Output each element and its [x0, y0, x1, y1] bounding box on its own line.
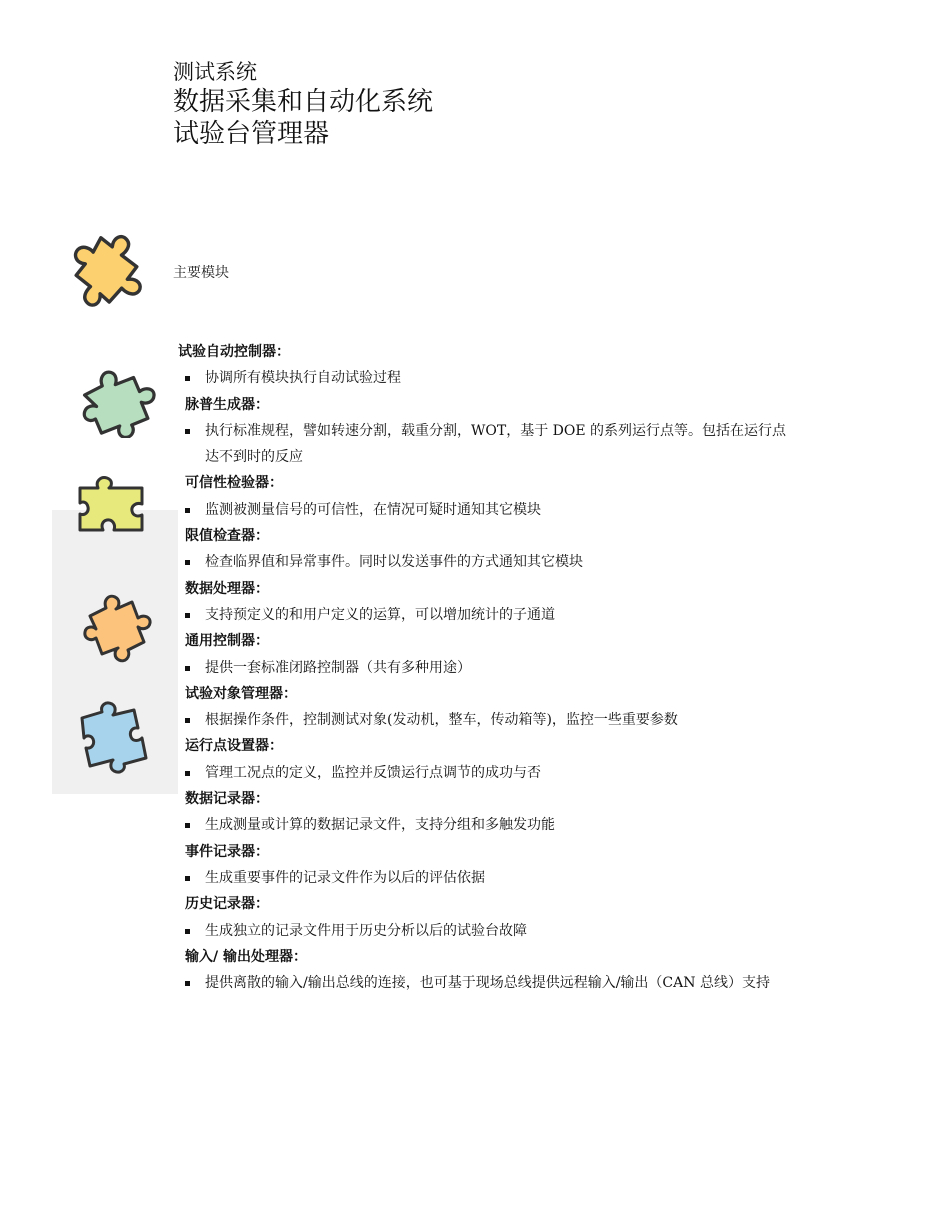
module-title: 通用控制器： — [185, 633, 269, 650]
module-description-text: 检查临界值和异常事件。同时以发送事件的方式通知其它模块 — [205, 554, 583, 571]
puzzle-piece-icon-blue — [76, 700, 152, 776]
module-description-text: 提供离散的输入/输出总线的连接，也可基于现场总线提供远程输入/输出（CAN 总线）支持 — [205, 975, 770, 992]
module-description — [185, 655, 788, 681]
module-description — [185, 707, 788, 733]
module-title: 运行点设置器： — [185, 738, 283, 755]
module-description-text: 生成重要事件的记录文件作为以后的评估依据 — [205, 869, 485, 886]
module-description-text: 提供一套标准闭路控制器（共有多种用途） — [205, 659, 471, 676]
module-description — [185, 812, 788, 838]
main-modules-label: 主要模块 — [173, 265, 229, 281]
subtitle-test-system: 测试系统 — [173, 60, 257, 84]
module-title: 试验自动控制器： — [178, 344, 290, 360]
puzzle-piece-shape — [85, 596, 150, 661]
puzzle-piece-svg — [76, 474, 146, 536]
bullet-square-icon — [185, 560, 190, 565]
module-title: 历史记录器： — [185, 896, 269, 913]
puzzle-piece-icon-yellow — [65, 222, 155, 308]
bullet-square-icon — [185, 613, 190, 618]
puzzle-piece-shape — [80, 478, 142, 530]
bullet-square-icon — [185, 929, 190, 934]
module-description-text: 协调所有模块执行自动试验过程 — [205, 370, 401, 387]
module-title: 数据记录器： — [185, 791, 269, 808]
puzzle-piece-icon-green — [72, 356, 160, 438]
module-description — [185, 865, 788, 891]
module-title: 试验对象管理器： — [185, 685, 297, 702]
module-description — [185, 497, 788, 523]
bullet-square-icon — [185, 718, 190, 723]
title-daq-automation: 数据采集和自动化系统 — [173, 87, 434, 117]
module-description-text: 执行标准规程，譬如转速分割，载重分割，WOT，基于 DOE 的系列运行点等。包括在运行点达不到时的反应 — [205, 422, 787, 466]
module-description — [185, 760, 788, 786]
bullet-square-icon — [185, 981, 190, 986]
module-title: 可信性检验器： — [185, 475, 283, 492]
module-description-text: 生成测量或计算的数据记录文件，支持分组和多触发功能 — [205, 817, 555, 834]
module-description-text: 根据操作条件，控制测试对象(发动机，整车，传动箱等)，监控一些重要参数 — [205, 712, 678, 729]
module-description — [185, 418, 788, 471]
module-title: 事件记录器： — [185, 843, 269, 860]
module-description-text: 生成独立的记录文件用于历史分析以后的试验台故障 — [205, 922, 527, 939]
bullet-square-icon — [185, 771, 190, 776]
bullet-square-icon — [185, 666, 190, 671]
bullet-square-icon — [185, 429, 190, 434]
module-description — [185, 602, 788, 628]
puzzle-piece-shape — [75, 362, 160, 438]
module-description — [185, 918, 788, 944]
module-description-text: 管理工况点的定义，监控并反馈运行点调节的成功与否 — [205, 764, 541, 781]
module-description-text: 监测被测量信号的可信性，在情况可疑时通知其它模块 — [205, 501, 541, 518]
module-description — [185, 549, 788, 575]
puzzle-piece-shape — [65, 224, 155, 308]
module-title: 输入/ 输出处理器： — [185, 948, 307, 965]
module-title: 限值检查器： — [185, 528, 269, 545]
module-description-text: 支持预定义的和用户定义的运算，可以增加统计的子通道 — [205, 606, 555, 623]
modules-list — [178, 339, 788, 996]
puzzle-piece-svg — [76, 700, 152, 776]
bullet-square-icon — [185, 508, 190, 513]
module-title: 脉普生成器： — [185, 396, 269, 413]
puzzle-piece-svg — [78, 588, 160, 670]
title-testbed-manager: 试验台管理器 — [173, 119, 330, 149]
bullet-square-icon — [185, 823, 190, 828]
puzzle-piece-shape — [82, 703, 146, 772]
document-header — [173, 58, 433, 150]
module-description — [185, 970, 788, 996]
bullet-square-icon — [185, 876, 190, 881]
bullet-square-icon — [185, 376, 190, 381]
puzzle-piece-icon-lime — [76, 474, 146, 536]
module-title: 数据处理器： — [185, 580, 269, 597]
puzzle-piece-svg — [65, 222, 155, 308]
puzzle-piece-svg — [72, 356, 160, 438]
module-description — [185, 365, 788, 391]
puzzle-piece-icon-orange — [78, 588, 160, 670]
